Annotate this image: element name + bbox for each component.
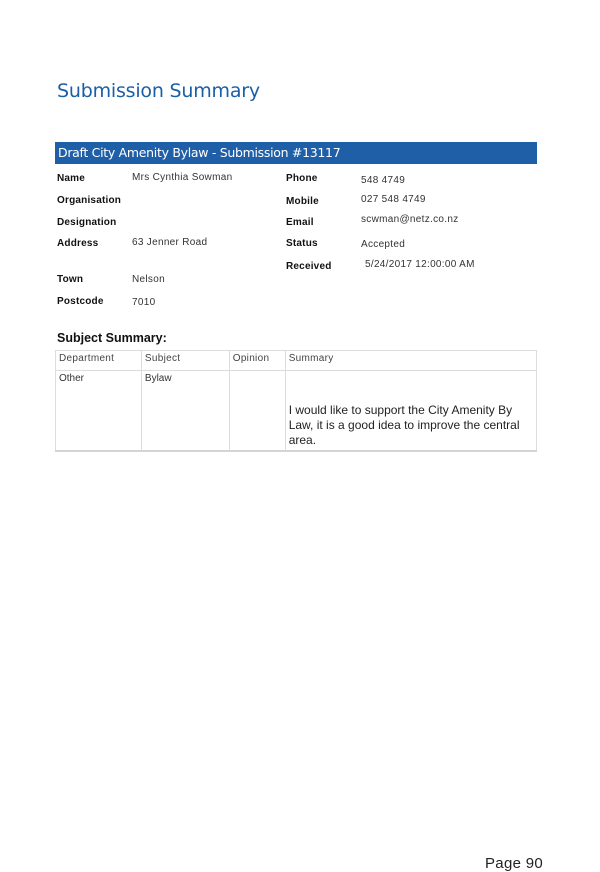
designation-label: Designation [57, 217, 117, 228]
subject-summary-heading: Subject Summary: [57, 331, 167, 345]
town-value: Nelson [132, 274, 165, 285]
mobile-value: 027 548 4749 [361, 194, 426, 205]
address-value: 63 Jenner Road [132, 237, 208, 248]
submission-banner: Draft City Amenity Bylaw - Submission #13117 [55, 142, 537, 164]
postcode-label: Postcode [57, 296, 104, 307]
subject-column-header: Subject [141, 351, 229, 371]
email-value: scwman@netz.co.nz [361, 214, 459, 225]
page-number: Page 90 [485, 855, 543, 872]
status-badge: Accepted [361, 239, 406, 250]
received-label: Received [286, 261, 332, 272]
mobile-label: Mobile [286, 196, 319, 207]
name-label: Name [57, 173, 86, 184]
department-column-header: Department [56, 351, 142, 371]
town-label: Town [57, 274, 84, 285]
summary-column-header: Summary [285, 351, 536, 371]
postcode-value: 7010 [132, 297, 156, 308]
summary-cell [285, 371, 536, 452]
table-row [56, 371, 537, 452]
organisation-label: Organisation [57, 195, 122, 206]
department-cell: Other [56, 371, 142, 452]
opinion-column-header: Opinion [229, 351, 285, 371]
phone-label: Phone [286, 173, 318, 184]
address-label: Address [57, 238, 99, 249]
email-label: Email [286, 217, 314, 228]
opinion-cell [229, 371, 285, 452]
received-value: 5/24/2017 12:00:00 AM [365, 259, 475, 270]
table-header-row [56, 351, 537, 371]
phone-value: 548 4749 [361, 175, 406, 186]
name-value: Mrs Cynthia Sowman [132, 172, 233, 183]
page-title: Submission Summary [57, 80, 260, 102]
summary-text: I would like to support the City Amenity By Law, it is a good idea to improve the central area. [288, 403, 520, 447]
status-label: Status [286, 238, 318, 249]
subject-summary-table [55, 350, 537, 452]
subject-cell: Bylaw [141, 371, 229, 452]
